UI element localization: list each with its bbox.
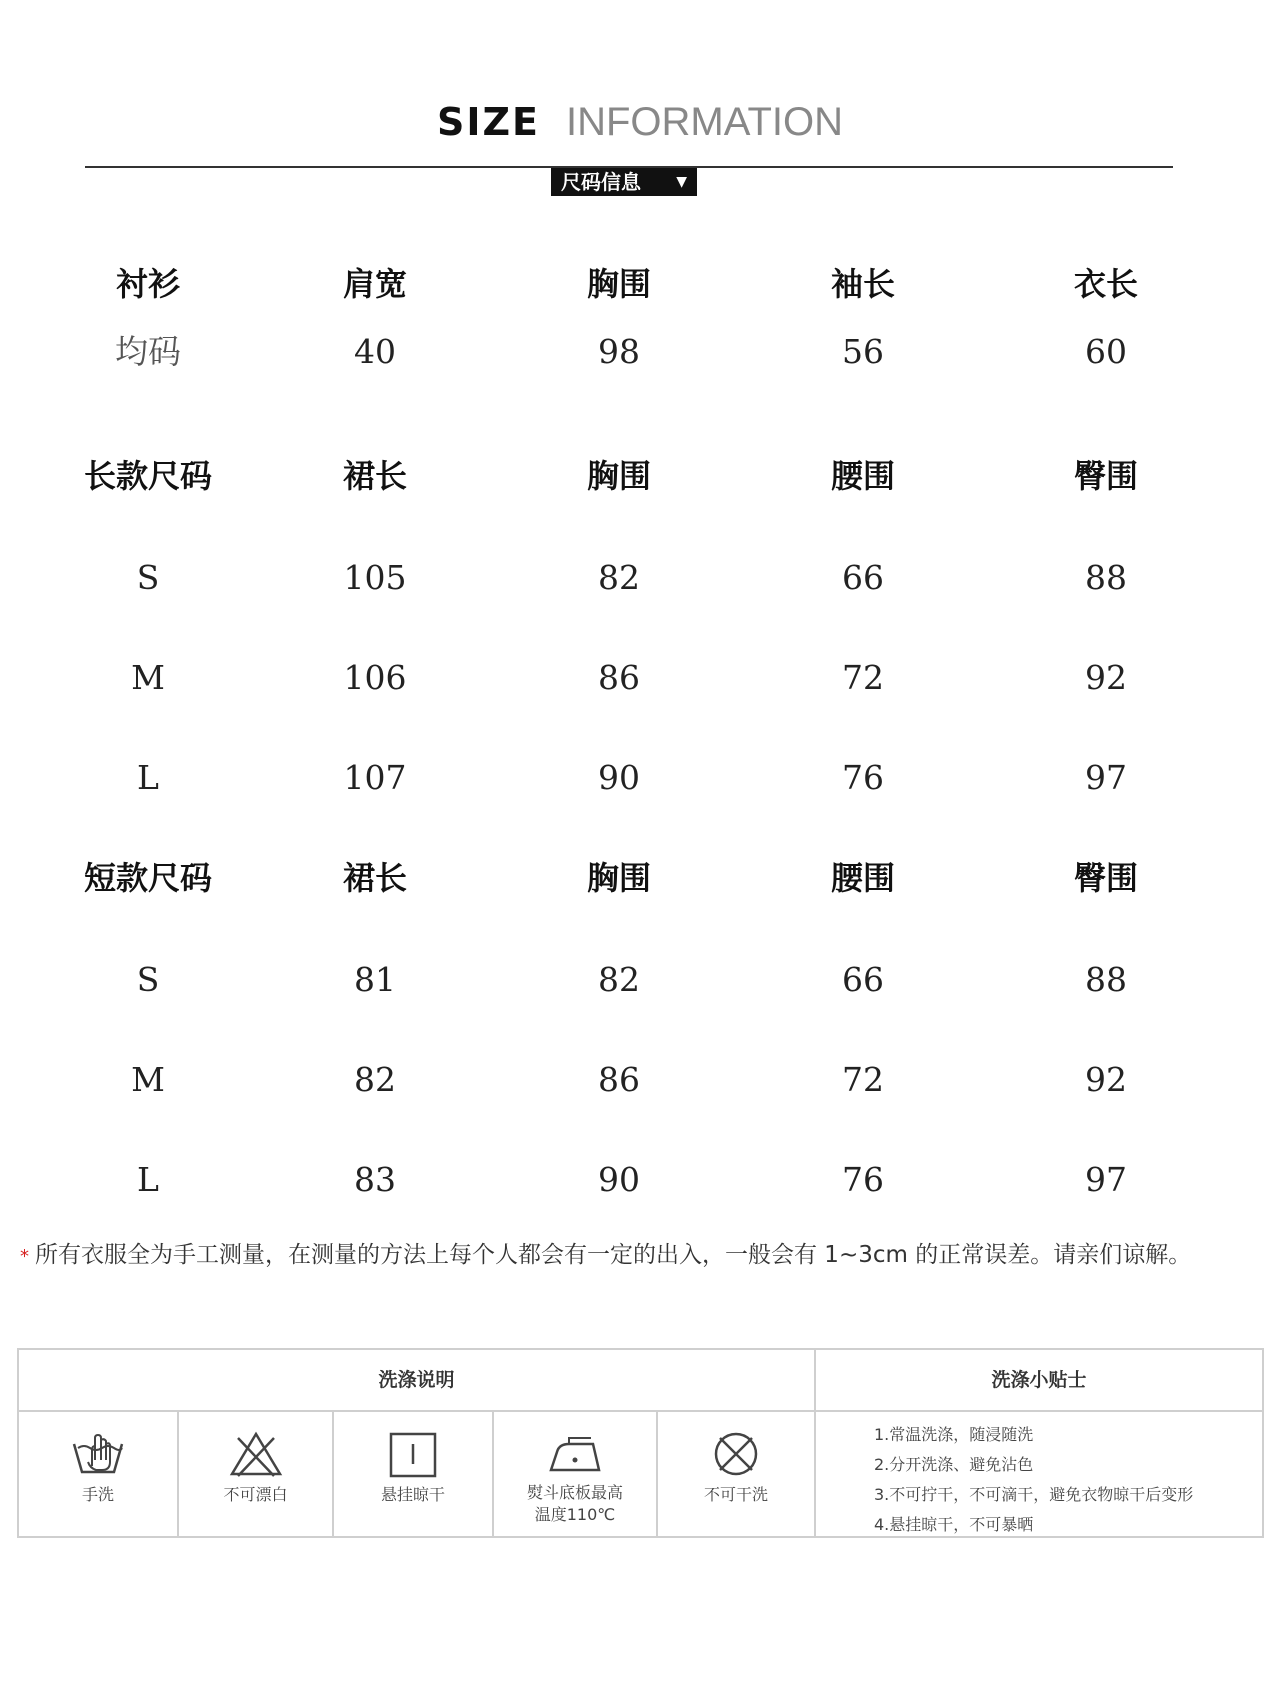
long-size-cell: L: [137, 758, 159, 797]
long-table-header: [0, 446, 1280, 506]
washing-tips-list: [874, 1420, 1264, 1540]
no-dry-clean-icon: [708, 1430, 764, 1478]
short-value-cell: 81: [354, 960, 396, 999]
long-size-cell: S: [136, 558, 160, 597]
shirt-header-cell: 肩宽: [342, 265, 407, 303]
title-information: INFORMATION: [566, 100, 844, 144]
long-header-cell: 臀围: [1073, 457, 1138, 495]
long-value-cell: 92: [1085, 658, 1127, 697]
no-bleach-icon: [228, 1430, 284, 1478]
iron-icon: [543, 1430, 607, 1478]
long-header-cell: 长款尺码: [83, 457, 212, 495]
hand-wash-label: 手洗: [81, 1485, 114, 1504]
washing-tip: 2.分开洗涤、避免沾色: [874, 1455, 1034, 1474]
short-value-cell: 72: [842, 1060, 884, 1099]
no-dry-clean-label: 不可干洗: [703, 1485, 768, 1504]
long-table-row: [0, 748, 1280, 808]
washing-table: [17, 1348, 1264, 1538]
long-header-cell: 腰围: [830, 457, 895, 495]
short-value-cell: 76: [842, 1160, 884, 1199]
shirt-value-cell: 60: [1085, 332, 1127, 371]
short-header-cell: 臀围: [1073, 859, 1138, 897]
short-value-cell: 66: [842, 960, 884, 999]
triangle-down-icon: ▼: [676, 174, 687, 190]
washing-tip: 3.不可拧干，不可滴干，避免衣物晾干后变形: [874, 1485, 1194, 1504]
long-value-cell: 90: [598, 758, 640, 797]
long-value-cell: 97: [1085, 758, 1127, 797]
care-item-no-bleach: [179, 1412, 332, 1538]
short-value-cell: 88: [1085, 960, 1127, 999]
long-value-cell: 72: [842, 658, 884, 697]
iron-label-line2: 温度110℃: [534, 1505, 616, 1524]
short-value-cell: 90: [598, 1160, 640, 1199]
washing-tip: 4.悬挂晾干，不可暴晒: [874, 1515, 1034, 1534]
care-item-hang-dry: [334, 1412, 492, 1538]
hand-wash-icon: [70, 1430, 126, 1478]
iron-label-line1: 熨斗底板最高: [526, 1483, 623, 1502]
hang-dry-icon: [385, 1430, 441, 1478]
short-header-cell: 短款尺码: [83, 859, 212, 897]
care-item-hand-wash: [19, 1412, 177, 1538]
shirt-table-header: [0, 254, 1280, 314]
shirt-table-row: [0, 322, 1280, 382]
long-value-cell: 76: [842, 758, 884, 797]
shirt-value-cell: 56: [842, 332, 884, 371]
shirt-value-cell: 40: [354, 332, 396, 371]
short-table-row: [0, 950, 1280, 1010]
short-value-cell: 86: [598, 1060, 640, 1099]
short-header-cell: 胸围: [586, 859, 651, 897]
long-size-cell: M: [131, 658, 165, 697]
short-value-cell: 83: [354, 1160, 396, 1199]
asterisk-icon: *: [20, 1246, 29, 1267]
shirt-header-cell: 衣长: [1073, 265, 1138, 303]
long-table-row: [0, 548, 1280, 608]
shirt-size-cell: 均码: [115, 332, 181, 371]
care-item-no-dry-clean: [658, 1412, 814, 1538]
short-value-cell: 97: [1085, 1160, 1127, 1199]
long-header-cell: 裙长: [342, 457, 407, 495]
washing-instructions-title: 洗涤说明: [378, 1369, 455, 1391]
short-size-cell: S: [136, 960, 160, 999]
shirt-header-cell: 衬衫: [115, 265, 180, 303]
size-info-tag: [551, 168, 697, 196]
short-header-cell: 裙长: [342, 859, 407, 897]
long-value-cell: 105: [343, 558, 407, 597]
short-table-row: [0, 1150, 1280, 1210]
title-size: SIZE: [436, 100, 540, 144]
shirt-value-cell: 98: [598, 332, 640, 371]
short-value-cell: 92: [1085, 1060, 1127, 1099]
long-value-cell: 106: [343, 658, 407, 697]
size-information-title: [0, 100, 1280, 145]
shirt-header-cell: 袖长: [830, 265, 895, 303]
long-value-cell: 66: [842, 558, 884, 597]
long-header-cell: 胸围: [586, 457, 651, 495]
care-item-iron: [494, 1412, 656, 1538]
shirt-header-cell: 胸围: [586, 265, 651, 303]
long-value-cell: 82: [598, 558, 640, 597]
short-header-cell: 腰围: [830, 859, 895, 897]
washing-tips-title: 洗涤小贴士: [991, 1369, 1087, 1391]
size-info-tag-label: 尺码信息: [561, 170, 641, 194]
long-value-cell: 86: [598, 658, 640, 697]
short-table-row: [0, 1050, 1280, 1110]
short-size-cell: L: [137, 1160, 159, 1199]
short-table-header: [0, 848, 1280, 908]
short-size-cell: M: [131, 1060, 165, 1099]
short-value-cell: 82: [354, 1060, 396, 1099]
long-table-row: [0, 648, 1280, 708]
hang-dry-label: 悬挂晾干: [380, 1485, 445, 1504]
long-value-cell: 88: [1085, 558, 1127, 597]
long-value-cell: 107: [343, 758, 407, 797]
no-bleach-label: 不可漂白: [223, 1485, 288, 1504]
short-value-cell: 82: [598, 960, 640, 999]
measurement-note: [20, 1236, 1270, 1269]
washing-tip: 1.常温洗涤，随浸随洗: [874, 1425, 1034, 1444]
measurement-note-text: 所有衣服全为手工测量，在测量的方法上每个人都会有一定的出入，一般会有 1~3cm 的正常误差。请亲们谅解。: [35, 1242, 1192, 1268]
